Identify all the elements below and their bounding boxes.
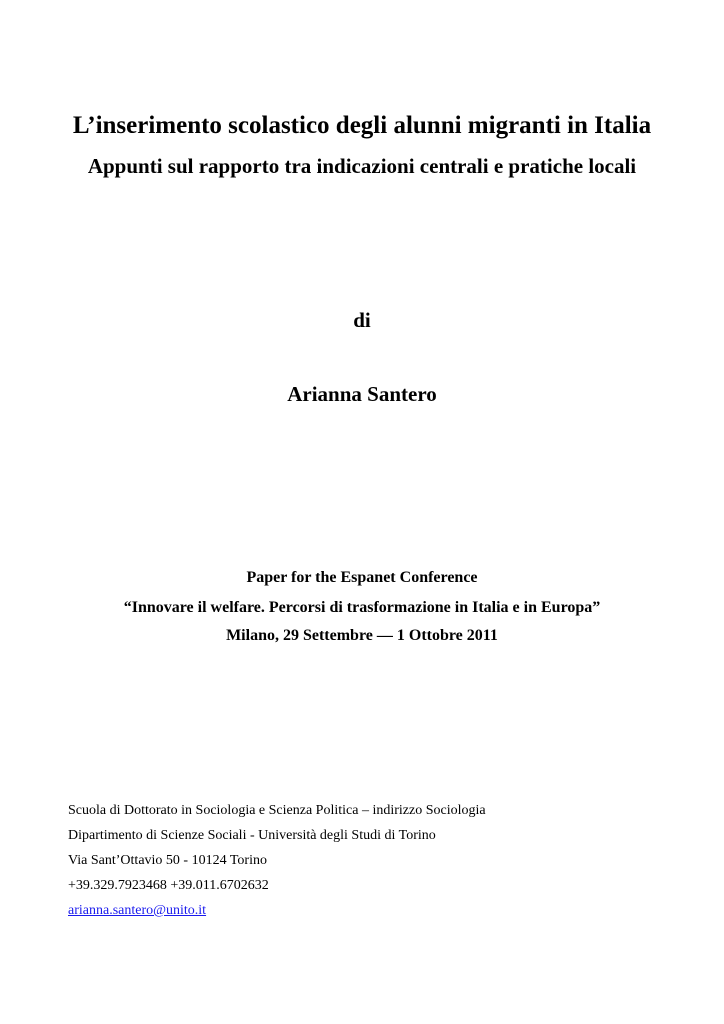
affiliation-email-line (68, 902, 206, 920)
document-title: L’inserimento scolastico degli alunni migranti in Italia (72, 112, 652, 139)
conference-intro: Paper for the Espanet Conference (246, 569, 478, 586)
email-link[interactable]: arianna.santero@unito.it (68, 903, 207, 918)
conference-title: “Innovare il welfare. Percorsi di trasformazione in Italia e in Europa” (123, 599, 601, 616)
conference-date-location: Milano, 29 Settembre — 1 Ottobre 2011 (226, 627, 498, 644)
byline-connector: di (353, 308, 371, 332)
affiliation-department: Dipartimento di Scienze Sociali - Università degli Studi di Torino (68, 828, 436, 843)
affiliation-phones: +39.329.7923468 +39.011.6702632 (68, 878, 269, 893)
author-name: Arianna Santero (287, 382, 437, 406)
affiliation-address: Via Sant’Ottavio 50 - 10124 Torino (68, 853, 267, 868)
affiliation-school: Scuola di Dottorato in Sociologia e Scienza Politica – indirizzo Sociologia (68, 803, 486, 818)
document-subtitle: Appunti sul rapporto tra indicazioni centrali e pratiche locali (87, 154, 637, 178)
